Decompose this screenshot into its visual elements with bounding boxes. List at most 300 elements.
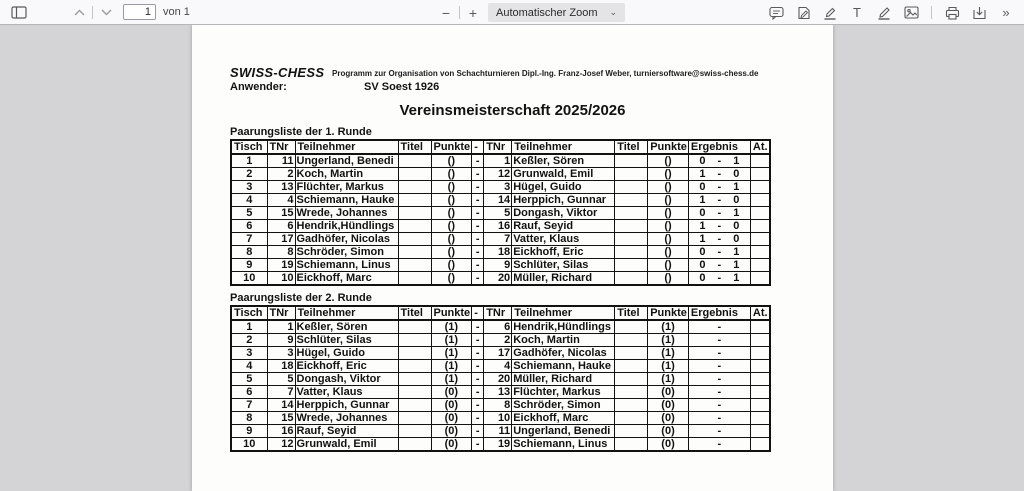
pairing-cell: (0) <box>648 438 689 452</box>
pairing-cell <box>750 233 770 246</box>
pairing-cell: 1 - 0 <box>688 194 750 207</box>
pairing-cell: 9 <box>267 334 295 347</box>
pairing-cell <box>615 181 648 194</box>
pairing-cell <box>615 360 648 373</box>
pairing-cell: - <box>472 259 484 272</box>
pairing-cell: 14 <box>267 399 295 412</box>
table-header-row <box>231 306 770 320</box>
pairing-cell: Dongash, Viktor <box>512 207 615 220</box>
pairing-cell: 1 <box>231 154 267 168</box>
pairing-cell <box>750 220 770 233</box>
pairing-cell <box>750 272 770 286</box>
pairing-cell: 8 <box>484 399 512 412</box>
pairing-cell: 17 <box>267 233 295 246</box>
pairing-cell <box>398 207 431 220</box>
double-chevron-icon: » <box>1002 5 1010 20</box>
pairing-cell <box>398 425 431 438</box>
pairing-cell: 8 <box>231 246 267 259</box>
pairing-cell <box>615 194 648 207</box>
pairing-cell: Flüchter, Markus <box>512 386 615 399</box>
round-1-pairings-table <box>230 139 771 286</box>
pairing-cell: Eickhoff, Marc <box>295 272 398 286</box>
pairing-row <box>231 425 770 438</box>
pairing-cell: 3 <box>484 181 512 194</box>
pairing-cell: - <box>472 220 484 233</box>
pairing-cell: 10 <box>231 438 267 452</box>
sidebar-toggle-button[interactable] <box>9 2 29 22</box>
pairing-cell: 5 <box>484 207 512 220</box>
pairing-row <box>231 399 770 412</box>
pairing-cell: (1) <box>648 320 689 334</box>
pairing-cell <box>750 168 770 181</box>
pairing-cell: 0 - 1 <box>688 207 750 220</box>
pairing-cell: Ungerland, Benedi <box>295 154 398 168</box>
pairing-cell: 0 - 1 <box>688 272 750 286</box>
pairing-cell <box>398 259 431 272</box>
pairing-cell: 20 <box>484 272 512 286</box>
pairing-row <box>231 360 770 373</box>
pairing-cell: 0 - 1 <box>688 154 750 168</box>
pairing-cell <box>398 154 431 168</box>
pairing-cell: - <box>472 386 484 399</box>
pairing-cell: Schlüter, Silas <box>512 259 615 272</box>
pairing-cell: () <box>648 233 689 246</box>
pairing-cell: Hügel, Guido <box>295 347 398 360</box>
pairing-row <box>231 259 770 272</box>
more-tools-button[interactable] <box>996 3 1016 23</box>
printer-icon <box>945 6 960 20</box>
pairing-cell <box>398 320 431 334</box>
pairing-cell: 5 <box>267 373 295 386</box>
pairing-cell <box>398 168 431 181</box>
pairing-cell: () <box>648 220 689 233</box>
pairing-cell: - <box>472 320 484 334</box>
pairing-cell: (1) <box>431 347 472 360</box>
pairing-row <box>231 373 770 386</box>
pairing-cell <box>615 386 648 399</box>
column-header: Punkte <box>431 306 472 320</box>
pairing-cell: - <box>472 438 484 452</box>
pairing-row <box>231 194 770 207</box>
pairing-row <box>231 207 770 220</box>
pairing-cell: Hendrik,Hündlings <box>295 220 398 233</box>
minus-icon: − <box>441 4 451 21</box>
pairing-cell <box>750 320 770 334</box>
pairing-cell: - <box>472 412 484 425</box>
pairing-row <box>231 272 770 286</box>
pairing-row <box>231 386 770 399</box>
pairing-cell <box>615 207 648 220</box>
pairing-cell: - <box>472 334 484 347</box>
toolbar-separator <box>931 6 932 19</box>
pairing-cell: - <box>472 181 484 194</box>
pairing-cell: (0) <box>648 386 689 399</box>
sidebar-icon <box>11 6 27 19</box>
pairing-cell: Hügel, Guido <box>512 181 615 194</box>
pairing-cell: 19 <box>484 438 512 452</box>
pairing-cell: 4 <box>231 194 267 207</box>
pairing-cell: - <box>472 154 484 168</box>
pairing-cell: 1 <box>484 154 512 168</box>
pairing-cell: Schiemann, Linus <box>512 438 615 452</box>
pairing-cell <box>750 246 770 259</box>
pairing-cell: () <box>648 168 689 181</box>
pairing-cell: Gadhöfer, Nicolas <box>512 347 615 360</box>
pairing-cell: 18 <box>267 360 295 373</box>
pairing-cell: (0) <box>431 438 472 452</box>
pairing-cell: Dongash, Viktor <box>295 373 398 386</box>
pdf-page <box>192 25 833 491</box>
pairing-cell <box>615 259 648 272</box>
pairing-cell: Ungerland, Benedi <box>512 425 615 438</box>
pen-icon <box>877 6 891 20</box>
pairing-cell: Flüchter, Markus <box>295 181 398 194</box>
pairing-cell <box>615 272 648 286</box>
pairing-row <box>231 233 770 246</box>
column-header: Titel <box>398 306 431 320</box>
signature-tool-button[interactable] <box>793 3 813 23</box>
pairing-cell: - <box>688 386 750 399</box>
pairing-cell: 0 - 1 <box>688 259 750 272</box>
column-header: Ergebnis <box>688 306 750 320</box>
pairing-cell: Wrede, Johannes <box>295 412 398 425</box>
pairing-cell: (0) <box>431 425 472 438</box>
pairing-row <box>231 320 770 334</box>
pairing-cell: 12 <box>484 168 512 181</box>
save-button[interactable] <box>969 3 989 23</box>
pairing-cell: Schröder, Simon <box>295 246 398 259</box>
pairing-cell: 10 <box>231 272 267 286</box>
pairing-cell <box>398 272 431 286</box>
pairing-cell <box>398 246 431 259</box>
pairing-cell <box>750 386 770 399</box>
pairing-cell: 2 <box>484 334 512 347</box>
pairing-cell <box>615 425 648 438</box>
pairing-cell: () <box>431 168 472 181</box>
document-title: Vereinsmeisterschaft 2025/2026 <box>399 102 626 119</box>
pairing-cell: Vatter, Klaus <box>295 386 398 399</box>
plus-icon: + <box>468 4 478 21</box>
pairing-cell <box>750 259 770 272</box>
pairing-cell <box>750 425 770 438</box>
column-header: Titel <box>615 140 648 154</box>
column-header: Teilnehmer <box>512 140 615 154</box>
pairing-cell: () <box>431 259 472 272</box>
page-number-input[interactable] <box>123 4 156 20</box>
pairing-cell: 7 <box>267 386 295 399</box>
pairing-cell: - <box>688 373 750 386</box>
pairing-cell <box>750 194 770 207</box>
pairing-cell <box>750 154 770 168</box>
pairing-cell: 0 - 1 <box>688 246 750 259</box>
pairing-cell <box>615 233 648 246</box>
pairing-cell: 6 <box>267 220 295 233</box>
pairing-cell <box>615 412 648 425</box>
pairing-cell: () <box>431 194 472 207</box>
pairing-cell <box>615 154 648 168</box>
pairing-row <box>231 181 770 194</box>
software-brand: SWISS-CHESS <box>230 65 325 80</box>
pairing-cell: Herppich, Gunnar <box>295 399 398 412</box>
pdf-toolbar <box>0 0 1024 25</box>
zoom-level-dropdown[interactable] <box>488 3 625 22</box>
pairing-cell: - <box>472 347 484 360</box>
stamp-image-tool-button[interactable] <box>901 3 921 23</box>
pairing-cell <box>398 220 431 233</box>
pairing-cell <box>615 373 648 386</box>
comment-icon <box>769 6 784 20</box>
pairing-cell: 16 <box>484 220 512 233</box>
pairing-cell: 13 <box>484 386 512 399</box>
pairing-row <box>231 220 770 233</box>
pairing-cell: Herppich, Gunnar <box>512 194 615 207</box>
pairing-cell <box>615 220 648 233</box>
pairing-cell <box>615 320 648 334</box>
pairing-cell: (0) <box>431 412 472 425</box>
column-header: Tisch <box>231 306 267 320</box>
pairing-cell: Schröder, Simon <box>512 399 615 412</box>
pairing-cell: (1) <box>431 373 472 386</box>
pairing-cell: 1 <box>267 320 295 334</box>
round-1-heading: Paarungsliste der 1. Runde <box>230 126 372 138</box>
pairing-cell <box>615 438 648 452</box>
pairing-cell <box>615 168 648 181</box>
comment-tool-button[interactable] <box>766 3 786 23</box>
pairing-cell <box>615 399 648 412</box>
pairing-cell: - <box>472 207 484 220</box>
pairing-cell: - <box>688 334 750 347</box>
draw-tool-button[interactable] <box>874 3 894 23</box>
pairing-cell: (1) <box>431 320 472 334</box>
pairing-cell: () <box>431 154 472 168</box>
pairing-cell: 5 <box>231 373 267 386</box>
pairing-cell: 16 <box>267 425 295 438</box>
anwender-label: Anwender: <box>230 81 287 93</box>
column-header: Ergebnis <box>688 140 750 154</box>
pairing-cell: 0 - 1 <box>688 181 750 194</box>
pairing-cell: () <box>431 272 472 286</box>
pairing-cell: Rauf, Seyid <box>295 425 398 438</box>
pairing-cell: 1 - 0 <box>688 168 750 181</box>
pairing-cell: 6 <box>231 220 267 233</box>
pairing-cell: () <box>648 154 689 168</box>
pairing-cell: 18 <box>484 246 512 259</box>
pairing-cell: 15 <box>267 412 295 425</box>
pairing-cell: () <box>648 246 689 259</box>
pairing-cell <box>398 194 431 207</box>
pairing-cell: (0) <box>648 412 689 425</box>
column-header: At. <box>750 306 770 320</box>
pairing-cell: 4 <box>484 360 512 373</box>
pairing-cell: () <box>431 246 472 259</box>
pairing-cell: () <box>648 194 689 207</box>
pairing-cell: (0) <box>431 399 472 412</box>
pairing-cell: 7 <box>484 233 512 246</box>
zoom-out-button[interactable] <box>436 3 456 23</box>
next-page-button[interactable] <box>96 2 116 22</box>
pairing-cell: () <box>648 272 689 286</box>
column-header: Teilnehmer <box>295 306 398 320</box>
pairing-cell: Müller, Richard <box>512 272 615 286</box>
pairing-cell: Koch, Martin <box>512 334 615 347</box>
pairing-cell: - <box>688 360 750 373</box>
pairing-cell: Koch, Martin <box>295 168 398 181</box>
pairing-cell: () <box>431 181 472 194</box>
pairing-cell: (1) <box>648 360 689 373</box>
pairing-cell: 2 <box>231 168 267 181</box>
pairing-cell: 6 <box>484 320 512 334</box>
pairing-cell: () <box>648 207 689 220</box>
pairing-cell: - <box>688 347 750 360</box>
pdf-viewer-canvas[interactable] <box>0 25 1024 491</box>
pairing-cell <box>398 334 431 347</box>
pairing-cell: Schiemann, Linus <box>295 259 398 272</box>
pairing-cell: 9 <box>231 425 267 438</box>
pairing-cell <box>398 386 431 399</box>
pairing-cell: - <box>688 425 750 438</box>
pairing-cell: 6 <box>231 386 267 399</box>
pairing-cell: 15 <box>267 207 295 220</box>
zoom-in-button[interactable] <box>463 3 483 23</box>
pairing-cell: - <box>472 194 484 207</box>
pairing-cell <box>750 334 770 347</box>
pairing-cell: Schiemann, Hauke <box>295 194 398 207</box>
highlight-tool-button[interactable] <box>820 3 840 23</box>
pairing-cell: () <box>431 220 472 233</box>
chevron-down-icon <box>101 9 112 16</box>
pairing-cell: 9 <box>484 259 512 272</box>
pairing-cell <box>398 373 431 386</box>
pairing-cell: 9 <box>231 259 267 272</box>
pairing-cell: 11 <box>267 154 295 168</box>
pairing-cell: 4 <box>267 194 295 207</box>
highlighter-icon <box>823 6 837 20</box>
pairing-row <box>231 438 770 452</box>
pairing-cell: 1 - 0 <box>688 220 750 233</box>
pairing-cell: (1) <box>431 334 472 347</box>
pairing-cell: - <box>688 412 750 425</box>
pairing-cell: 1 - 0 <box>688 233 750 246</box>
pairing-cell: 11 <box>484 425 512 438</box>
freetext-tool-button[interactable] <box>847 3 867 23</box>
pairing-cell <box>398 360 431 373</box>
pairing-cell: (1) <box>648 347 689 360</box>
column-header: Punkte <box>431 140 472 154</box>
pairing-cell: 19 <box>267 259 295 272</box>
pairing-cell: (1) <box>648 373 689 386</box>
pairing-cell: 13 <box>267 181 295 194</box>
pairing-cell: - <box>472 399 484 412</box>
pairing-cell: - <box>472 272 484 286</box>
column-header: TNr <box>484 140 512 154</box>
pairing-cell <box>750 207 770 220</box>
print-button[interactable] <box>942 3 962 23</box>
column-header: Punkte <box>648 140 689 154</box>
pairing-cell <box>750 347 770 360</box>
pairing-cell <box>615 246 648 259</box>
pairing-cell: 4 <box>231 360 267 373</box>
pairing-cell: 8 <box>231 412 267 425</box>
pairing-row <box>231 347 770 360</box>
pairing-cell: (1) <box>648 334 689 347</box>
pairing-cell: Vatter, Klaus <box>512 233 615 246</box>
chevron-down-icon: ⌄ <box>609 7 618 17</box>
pairing-cell: (0) <box>648 425 689 438</box>
column-header: Tisch <box>231 140 267 154</box>
text-icon: T <box>853 5 861 20</box>
pairing-cell: - <box>472 425 484 438</box>
table-header-row <box>231 140 770 154</box>
pairing-cell: 20 <box>484 373 512 386</box>
pairing-cell: - <box>688 320 750 334</box>
pairing-cell: Rauf, Seyid <box>512 220 615 233</box>
column-header: Punkte <box>648 306 689 320</box>
column-header: Teilnehmer <box>295 140 398 154</box>
signature-icon <box>796 6 811 20</box>
pairing-cell <box>398 181 431 194</box>
pairing-cell: - <box>472 246 484 259</box>
pairing-cell: Hendrik,Hündlings <box>512 320 615 334</box>
pairing-cell: 2 <box>267 168 295 181</box>
pairing-cell: Schiemann, Hauke <box>512 360 615 373</box>
pairing-cell: 1 <box>231 320 267 334</box>
column-header: TNr <box>267 140 295 154</box>
column-header: Teilnehmer <box>512 306 615 320</box>
pairing-cell: () <box>648 181 689 194</box>
column-header: At. <box>750 140 770 154</box>
pairing-cell: (1) <box>431 360 472 373</box>
pairing-row <box>231 154 770 168</box>
pairing-cell <box>750 412 770 425</box>
pairing-cell: () <box>431 233 472 246</box>
pairing-cell <box>398 347 431 360</box>
pairing-cell: 12 <box>267 438 295 452</box>
pairing-cell: 5 <box>231 207 267 220</box>
pairing-cell: 14 <box>484 194 512 207</box>
round-2-heading: Paarungsliste der 2. Runde <box>230 292 372 304</box>
column-header: - <box>472 306 484 320</box>
pairing-cell: 7 <box>231 233 267 246</box>
pairing-cell: Eickhoff, Eric <box>512 246 615 259</box>
pairing-cell: 10 <box>484 412 512 425</box>
pairing-cell <box>398 438 431 452</box>
pairing-cell <box>398 399 431 412</box>
pairing-cell: 3 <box>231 347 267 360</box>
column-header: TNr <box>484 306 512 320</box>
pairing-cell: - <box>688 399 750 412</box>
column-header: Titel <box>398 140 431 154</box>
pairing-cell: 3 <box>267 347 295 360</box>
pairing-cell <box>750 181 770 194</box>
pairing-cell <box>615 334 648 347</box>
pairing-cell <box>750 399 770 412</box>
pairing-cell <box>398 412 431 425</box>
pairing-cell: () <box>648 259 689 272</box>
previous-page-button[interactable] <box>69 2 89 22</box>
pairing-cell: 3 <box>231 181 267 194</box>
pairing-cell: 7 <box>231 399 267 412</box>
toolbar-separator <box>92 6 93 19</box>
pairing-cell: Eickhoff, Eric <box>295 360 398 373</box>
toolbar-separator <box>459 6 460 19</box>
pairing-cell: 10 <box>267 272 295 286</box>
pairing-cell: Keßler, Sören <box>512 154 615 168</box>
round-2-pairings-table <box>230 305 771 452</box>
anwender-value: SV Soest 1926 <box>364 81 440 93</box>
pairing-cell <box>615 347 648 360</box>
zoom-level-value: Automatischer Zoom <box>496 6 598 19</box>
software-subtitle: Programm zur Organisation von Schachturnieren Dipl.-Ing. Franz-Josef Weber, turniersoftware@swiss-chess.de <box>332 69 759 78</box>
